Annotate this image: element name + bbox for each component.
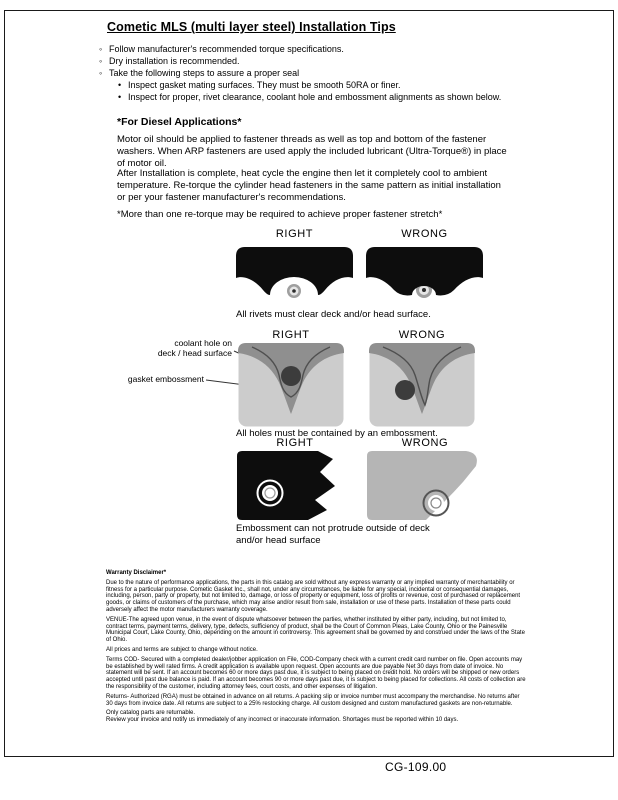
bolt-hole-icon [428, 495, 444, 511]
coolant-hole-icon [395, 380, 415, 400]
legal-block [106, 570, 527, 727]
figure-coolant-hole-right [238, 343, 344, 427]
figure2-wrong-label: WRONG [398, 329, 446, 341]
page-code: CG-109.00 [385, 760, 447, 774]
tip-item: ◦ Dry installation is recommended. [99, 55, 501, 67]
tip-item: ◦ Take the following steps to assure a proper seal [99, 67, 501, 79]
figure3-right-label: RIGHT [276, 437, 314, 449]
figure-embossment-wrong [366, 450, 484, 521]
sub-tip-item: • Inspect for proper, rivet clearance, coolant hole and embossment alignments as shown below. [118, 91, 501, 103]
coolant-hole-label-line2: deck / head surface [157, 348, 232, 358]
legal-paragraph: VENUE-The agreed upon venue, in the event of dispute whatsoever between the parties, whether instituted by either party, including, but not limited to, contract terms, payment terms, delivery, type, defects, sufficiency of product, shall be the Court of Common Pleas, Lake County, Ohio or the Painesville Municipal Court, Lake County, Ohio, depending on the amount in controversy. This agreement shall be governed by and construed under the laws of the State of Ohio. [106, 616, 525, 644]
sub-tip-item: • Inspect gasket mating surfaces. They must be smooth 50RA or finer. [118, 79, 501, 91]
embossment-caption-line1: Embossment can not protrude outside of deck [236, 523, 430, 534]
diesel-applications-heading: *For Diesel Applications* [117, 116, 242, 128]
tip-item: ◦ Follow manufacturer's recommended torque specifications. [99, 43, 501, 55]
figure-embossment-right [236, 450, 354, 521]
diesel-paragraph-2: After Installation is complete, heat cycle the engine then let it completely cool to ambient temperature. Re-torque the cylinder head fasteners in the same pattern as initial installation or per your fastener manufacturer's recommendations. [117, 168, 501, 203]
figure-coolant-hole-wrong [369, 343, 475, 427]
embossment-caption-line2: and/or head surface [236, 535, 321, 546]
coolant-hole-icon [281, 366, 301, 386]
figure3-wrong-label: WRONG [401, 437, 449, 449]
gasket-embossment-label: gasket embossment [127, 374, 204, 384]
rivet-caption: All rivets must clear deck and/or head surface. [236, 309, 431, 320]
legal-paragraph: Due to the nature of performance applications, the parts in this catalog are sold without any express warranty or any implied warranty of merchantability or fitness for a particular purpose. Cometic Gasket Inc., shall not, under any circumstances, be liable for any special, incidental or consequential damages, including, person, party or property, but not limited to, damage, or loss of property or equipment, loss of profits or revenue, cost of purchased or replacement goods, or claims of customers of the purchase, which may arise and/or result from sale, installation or use of these parts. Installation of these parts could adversely affect the motor manufacturers warranty coverage. [106, 579, 521, 613]
legal-paragraph: Terms COD- Secured with a completed dealer/jobber application on File, COD-Company check with a current credit card number on file. Open accounts may be established by well rated firms. A credit application is available upon request. Open accounts are due payable Net 30 days from date of invoice. No statement will be sent. If an account becomes 60 or more days past due, it is subject to being placed on credit hold. No orders will be shipped or new orders accepted until past due balance is paid. If an account becomes 90 or more days past due, it is subject to being placed for collections. All costs of collection are the responsibility of the customer, including attorney fees, court costs, and other expenses of litigation. [106, 656, 526, 690]
legal-paragraph: All prices and terms are subject to change without notice. [106, 646, 258, 653]
warranty-disclaimer-heading: Warranty Disclaimer* [106, 570, 167, 576]
legal-paragraph: Returns- Authorized (RGA) must be obtained in advance on all returns. A packing slip or invoice number must accompany the merchandise. No returns after 30 days from invoice date. All returns are subject to a 25% restocking charge. All custom designed and custom manufactured gaskets are non-returnable. [106, 693, 520, 707]
page-title: Cometic MLS (multi layer steel) Installation Tips [107, 20, 396, 34]
diesel-paragraph-1: Motor oil should be applied to fastener threads as well as top and bottom of the fastener washers. When ARP fasteners are used apply the included lubricant (Ultra-Torque®) in place of motor oil. [117, 134, 507, 169]
retorque-note: *More than one re-torque may be required to achieve proper fastener stretch* [117, 209, 443, 220]
bolt-hole-icon [262, 485, 278, 501]
figure1-wrong-label: WRONG [401, 228, 448, 240]
legal-paragraph: Review your invoice and notify us immediately of any incorrect or inaccurate information. Shortages must be reported within 10 days. [106, 717, 459, 724]
figure-rivet-clearance-right [234, 245, 355, 302]
figure2-right-label: RIGHT [272, 329, 310, 341]
figure1-right-label: RIGHT [275, 228, 314, 240]
coolant-hole-label-line1: coolant hole on [174, 338, 232, 348]
legal-paragraph: Only catalog parts are returnable. [106, 710, 196, 717]
tips-list [99, 43, 501, 103]
holes-caption: All holes must be contained by an embossment. [236, 428, 438, 439]
figure-rivet-clearance-wrong [364, 245, 485, 302]
